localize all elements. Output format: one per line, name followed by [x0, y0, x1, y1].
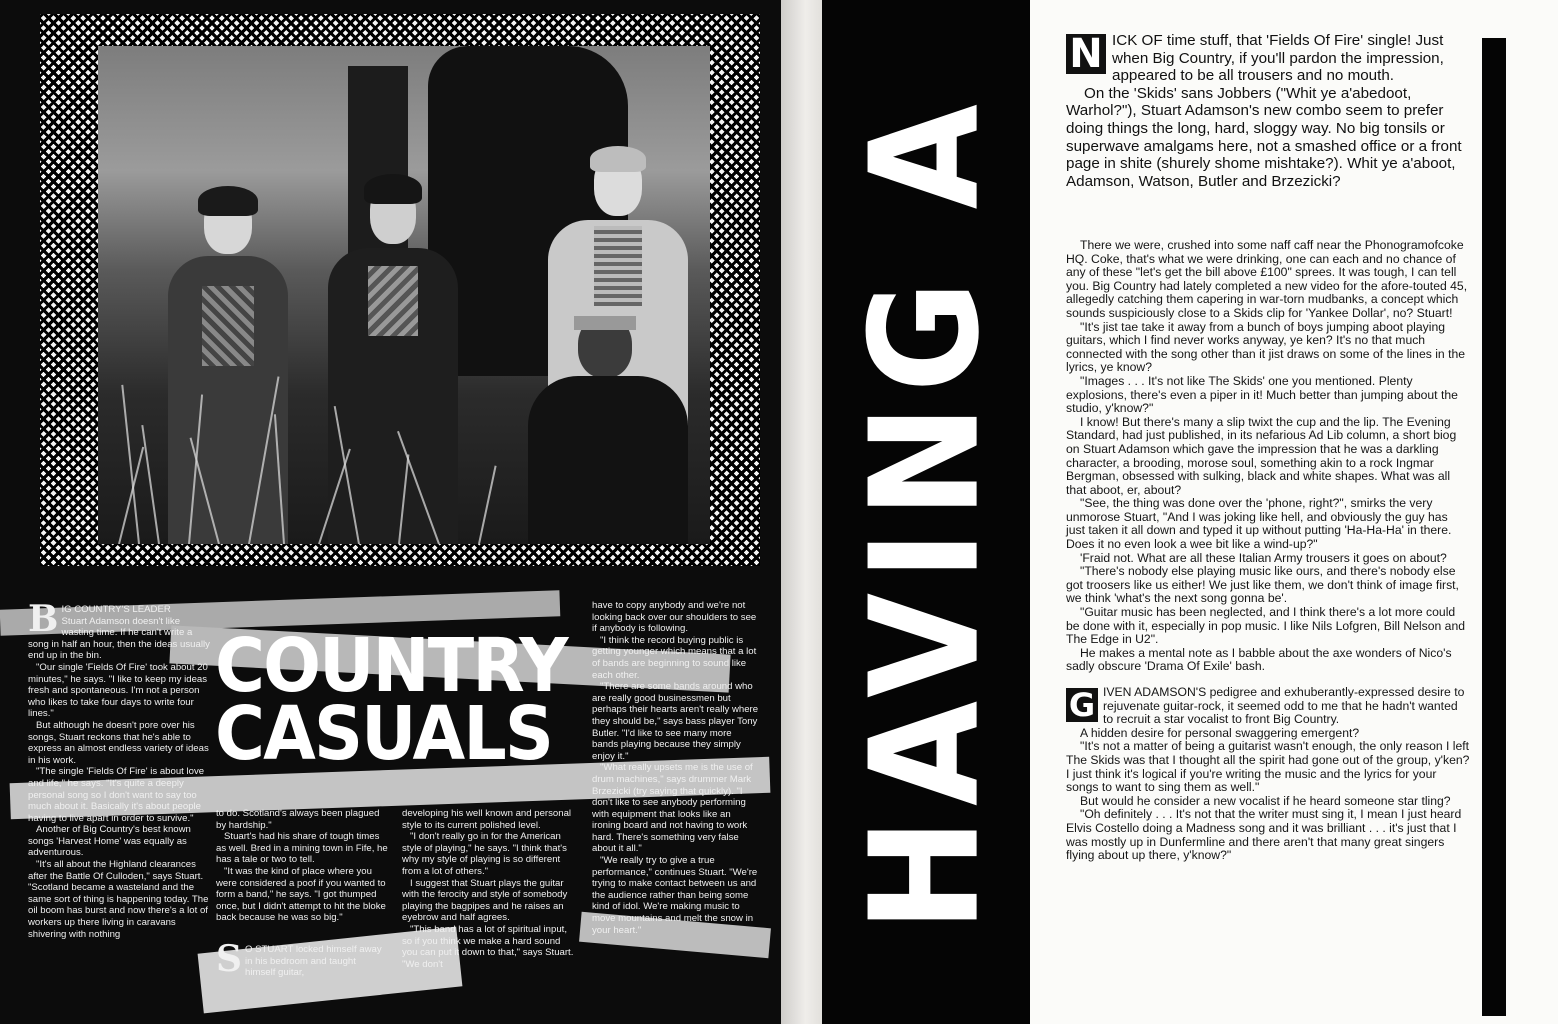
article-column-4 [592, 600, 760, 936]
paragraph: "It was the kind of place where you were considered a poof if you wanted to form a band," he says. "I got thumped once, but I didn't attempt to hit the bloke back because he was so big." [216, 865, 386, 924]
paragraph: "It's jist tae take it away from a bunch of boys jumping aboot playing guitars, which I find never works anyway, ye ken? It's no that much connected with the song other than it jist draws on some of the lines in the lyrics, ye know? [1066, 319, 1466, 375]
intro-paragraph: On the 'Skids' sans Jobbers ("Whit ye a'abedoot, Warhol?"), Stuart Adamson's new combo seem to prefer doing things the long, hard, sloggy way. No big tonsils or superwave amalgams here, not a smashed office or a front page in shite (shurely shome mishtake?). Whit ye a'aboot, Adamson, Watson, Butler and Brzezicki? [1066, 84, 1462, 190]
band-member-2 [328, 186, 458, 544]
paragraph: "It's not a matter of being a guitarist wasn't enough, the only reason I left The Skids was that I thought all the spirit had gone out of the group, y'ken? I just think it's logical if you're writing the music and the lyrics for your songs to want to sing them as well." [1066, 739, 1470, 795]
right-page [822, 0, 1558, 1024]
intro-standfirst [1066, 32, 1470, 190]
paragraph: There we were, crushed into some naff caff near the Phonogramofcoke HQ. Coke, that's what we were drinking, one can each and no chance of any of these "let's get the bill above £100" sprees. It was tough, I can tell you. Big Country had lately completed a new video for the afore-touted 45, allegedly catching them capering in war-torn mudbanks, a concept which sounds suspiciously close to a Skids clip for 'Yankee Dollar', no? Stuart! [1066, 238, 1468, 320]
intro-paragraph [1066, 32, 1470, 85]
headline-line-2: CASUALS [215, 691, 553, 778]
grass-stem [141, 425, 160, 544]
paragraph: have to copy anybody and we're not looking back over our shoulders to see if anybody is following. [592, 600, 757, 635]
dropcap: S [216, 937, 242, 980]
paragraph: "I think the record buying public is getting younger which means that a lot of bands are beginning to sound like each other. [592, 634, 757, 681]
paragraph: "Guitar music has been neglected, and I think there's a lot more could be done with it, especially in pop music. I like Nils Lofgren, Bill Nelson and The Edge in U2". [1066, 605, 1466, 647]
band-member-4 [518, 316, 688, 544]
paragraph: "The single 'Fields Of Fire' is about love and life," he says. "It's quite a deeply personal song so I don't want to say too much about it. Basically it's about people having to live apart in order to survive." [28, 766, 205, 824]
paragraph: "I don't really go in for the American style of playing," he says. "I think that's why my style of playing is so different from a lot of others." [402, 831, 567, 877]
dropcap: B [28, 598, 59, 640]
paragraph: A hidden desire for personal swaggering emergent? [1080, 725, 1360, 740]
intro-lead: ICK OF time stuff, that 'Fields Of Fire' single! Just when Big Country, if you'll pardon the impression, appeared to be all trousers and no mouth. [1112, 32, 1444, 85]
paragraph: 'Fraid not. What are all these Italian Army trousers it goes on about? [1080, 550, 1447, 565]
headline [215, 623, 567, 778]
dropcap: G [1066, 688, 1098, 722]
lead-text: O STUART locked himself away in his bedroom and taught himself guitar, [245, 943, 382, 979]
vertical-title-text: HAVING A [839, 92, 1013, 932]
vertical-title-band [822, 0, 1030, 1024]
band-photo-frame [40, 14, 760, 566]
article-column-1 [28, 598, 210, 940]
article-column-2 [216, 808, 388, 979]
article-body [1066, 239, 1470, 863]
article-column-3 [402, 808, 574, 970]
paragraph [1066, 686, 1470, 727]
paragraph: "What really upsets me is the use of drum machines," says drummer Mark Brzezicki (try saying that quickly). "I don't like to see anybody performing with equipment that looks like an ironing board and not having to work hard. There's something very false about it all." [592, 762, 753, 855]
paragraph: I suggest that Stuart plays the guitar with the ferocity and style of somebody playing the bagpipes and he raises an eyebrow and half agrees. [402, 877, 568, 924]
dropcap: N [1066, 34, 1106, 74]
headline-line-1: COUNTRY [215, 623, 567, 709]
paragraph: Another of Big Country's best known songs 'Harvest Home' was equally as adventurous. [28, 824, 191, 859]
paragraph: "See, the thing was done over the 'phone, right?", smirks the very unmorose Stuart, "And I was joking like hell, and obviously the guy has just taken it all down and typed it up without putting 'Ha-Ha-Ha' in there. Does it no even look a wee bit like a wind-up?" [1066, 496, 1452, 552]
vertical-rule [1482, 38, 1506, 1016]
paragraph: Stuart's had his share of tough times as well. Bred in a mining town in Fife, he has a tale or two to tell. [216, 831, 388, 866]
paragraph: "There's nobody else playing music like ours, and there's nobody else got troosers like us either! We just like them, we don't think of image first, we think 'what's the next song gonna be'. [1066, 564, 1459, 606]
paragraph: Stuart Adamson doesn't like wasting time. If he can't write a song in half an hour, then the ideas usually end up in the bin. [28, 615, 210, 662]
paragraph: "We really try to give a true performance," continues Stuart. "We're trying to make contact between us and the audience rather than being some kind of idol. We're making music to move mountains and melt the snow in your heart." [592, 855, 758, 936]
paragraph: I know! But there's many a slip twixt the cup and the lip. The Evening Standard, had just published, in its nefarious Ad Lib column, a short biog on Stuart Adamson which gave the impression that he was a darkling character, a brooding, morose soul, something akin to a rock Ingmar Bergman, obsessed with sulking, black and white shapes. What was all that aboot, er, about? [1066, 414, 1457, 497]
paragraph: But would he consider a new vocalist if he heard someone star tling? [1080, 793, 1451, 808]
paragraph: But although he doesn't pore over his songs, Stuart reckons that he's able to express an almost endless variety of ideas in his work. [28, 719, 209, 766]
paragraph: "It's all about the Highland clearances after the Battle Of Culloden," says Stuart. "Scotland became a wasteland and the same sort of thing is happening today. The oil boom has burst and now there's a lot of workers up there living in caravans shivering with nothing [28, 859, 209, 940]
page-gutter [781, 0, 822, 1024]
grass-stem [478, 466, 497, 544]
paragraph: developing his well known and personal style to its current polished level. [402, 808, 572, 831]
section-lead: IVEN ADAMSON'S pedigree and exhuberantly-expressed desire to rejuvenate guitar-rock, it seemed odd to me that he hadn't wanted to recruit a star vocalist to front Big Country. [1103, 685, 1465, 727]
paragraph: "This band has a lot of spiritual input, so if you think we make a hard sound you can put it down to that," says Stuart. "We don't [402, 923, 574, 970]
paragraph: "There are some bands around who are really good businessmen but perhaps their hearts aren't really where they should be," says bass player Tony Butler. "I'd like to see many more bands playing because they simply enjoy it." [592, 681, 759, 762]
paragraph: "Oh definitely . . . It's not that the writer must sing it, I mean I just heard Elvis Costello doing a Madness song and it was brilliant . . . it's just that I was mostly up in Dunfermline and there aren't that many great singers flying about up there, y'know?" [1066, 807, 1462, 863]
band-photo [98, 46, 710, 544]
paragraph: He makes a mental note as I babble about the axe wonders of Nico's sadly obscure 'Drama Of Exile' bash. [1066, 645, 1452, 674]
paragraph: to do. Scotland's always been plagued by hardship." [216, 808, 380, 831]
paragraph: "Our single 'Fields Of Fire' took about 20 minutes," he says. "I like to keep my ideas fresh and spontaneous. I'm not a person who likes to take four days to write four lines." [28, 661, 208, 720]
paragraph: "Images . . . It's not like The Skids' one you mentioned. Plenty explosions, there's even a piper in it! Much better than jumping about the studio, y'know?" [1066, 373, 1458, 416]
vertical-title [839, 92, 1013, 932]
lead-text: IG COUNTRY'S LEADER [61, 604, 171, 615]
band-member-1 [168, 196, 288, 544]
